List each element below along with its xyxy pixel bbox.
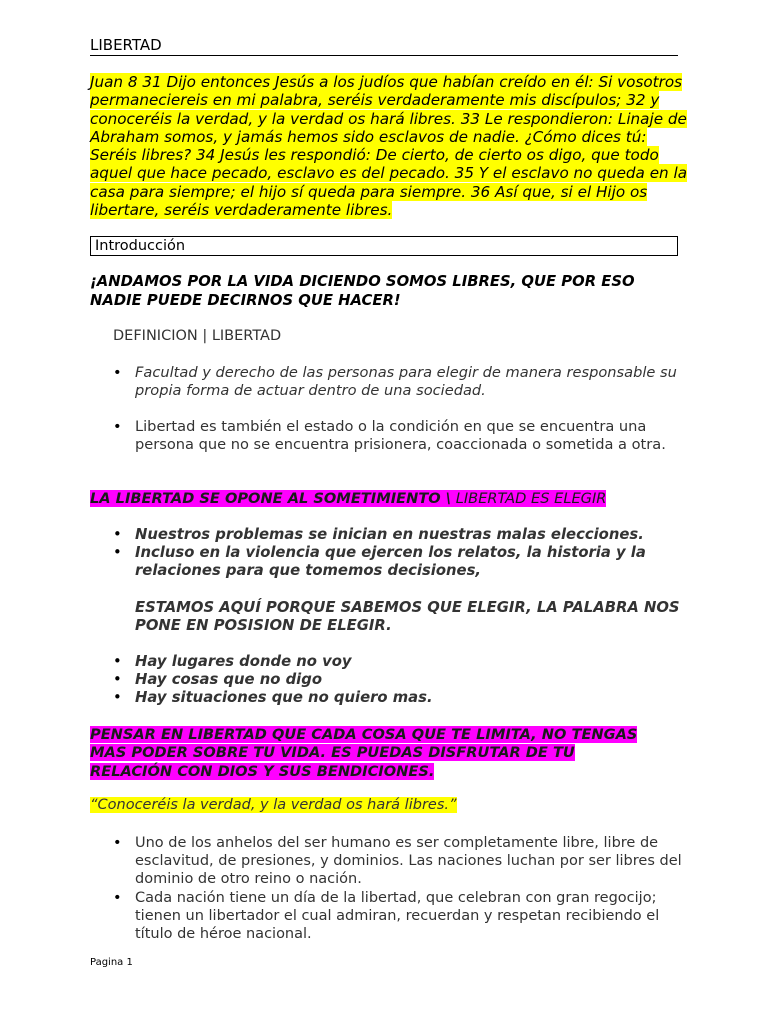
bullet-icon: • [113, 889, 122, 906]
list-item-text: Incluso en la violencia que ejercen los relatos, la historia y la relaciones para que tomemos decisiones, [135, 544, 646, 580]
document-title: LIBERTAD [90, 36, 162, 54]
definition-item [113, 364, 695, 400]
magenta-heading-2-line: PENSAR EN LIBERTAD QUE CADA COSA QUE TE LIMITA, NO TENGAS [90, 726, 638, 743]
list-item-text: Hay cosas que no digo [135, 671, 322, 689]
title-underline [90, 55, 678, 56]
list-item-text: Hay situaciones que no quiero mas. [135, 689, 433, 707]
main-heading: ¡ANDAMOS POR LA VIDA DICIENDO SOMOS LIBRES, QUE POR ESO NADIE PUEDE DECIRNOS QUE HACER! [90, 273, 635, 309]
magenta-heading-1-part-a: LA LIBERTAD SE OPONE AL SOMETIMIENTO \ [90, 490, 452, 507]
magenta-heading-1-part-b: LIBERTAD ES ELEGIR [451, 490, 607, 507]
bullet-icon: • [113, 364, 122, 381]
statement: ESTAMOS AQUÍ PORQUE SABEMOS QUE ELEGIR, LA PALABRA NOS PONE EN POSISION DE ELEGIR. [135, 599, 680, 635]
introduction-box: Introducción [90, 236, 678, 256]
definition-text: Libertad es también el estado o la condición en que se encuentra una persona que no se encuentra prisionera, coaccionada o sometida a otra. [135, 418, 666, 454]
definition-title: DEFINICION | LIBERTAD [113, 328, 282, 344]
verse-text: Juan 8 31 Dijo entonces Jesús a los judíos que habían creído en él: Si vosotros permaneciereis en mi palabra, seréis verdaderamente mis discípulos; 32 y conoceréis la verdad, y la verdad os hará libres. 33 Le respondieron: Linaje de Abraham somos, y jamás hemos sido esclavos de nadie. ¿Cómo dices tú: Seréis libres? 34 Jesús les respondió: De cierto, de cierto os digo, que todo aquel que hace pecado, esclavo es del pecado. 35 Y el esclavo no queda en la casa para siempre; el hijo sí queda para siempre. 36 Así que, si el Hijo os libertare, seréis verdaderamente libres. [90, 73, 688, 220]
magenta-heading-2-line: RELACIÓN CON DIOS Y SUS BENDICIONES. [90, 762, 435, 780]
magenta-heading-1 [90, 490, 606, 508]
bullet-icon: • [113, 835, 122, 851]
magenta-heading-2-line: MAS PODER SOBRE TU VIDA. ES PUEDAS DISFRUTAR DE TU [90, 744, 575, 762]
page-number: Pagina 1 [90, 957, 133, 968]
list-item-text: Nuestros problemas se inician en nuestras malas elecciones. [135, 526, 644, 543]
list-item [113, 653, 695, 671]
quote [90, 797, 457, 813]
bullet-icon: • [113, 526, 122, 543]
bullet-icon: • [113, 418, 122, 435]
choices-list [113, 653, 695, 708]
bullet-icon: • [113, 671, 122, 689]
definition-item [113, 418, 695, 454]
list-item [113, 671, 695, 689]
list-item-text: Uno de los anhelos del ser humano es ser completamente libre, libre de esclavitud, de presiones, y dominios. Las naciones luchan por ser libres del dominio de otro reino o nación. [135, 835, 682, 888]
list-item [113, 689, 695, 707]
list-item [113, 834, 695, 889]
list-item [113, 526, 695, 544]
list-item-text: Hay lugares donde no voy [135, 653, 352, 670]
bullet-icon: • [113, 689, 122, 707]
magenta-heading-2 [90, 726, 637, 781]
list-item [113, 544, 695, 580]
bible-verse [90, 73, 690, 219]
bullet-icon: • [113, 653, 122, 670]
definition-text: Facultad y derecho de las personas para elegir de manera responsable su propia forma de actuar dentro de una sociedad. [135, 364, 677, 400]
list-item [113, 889, 695, 944]
quote-text: “Conoceréis la verdad, y la verdad os hará libres.” [90, 797, 457, 813]
list-item-text: Cada nación tiene un día de la libertad, que celebran con gran regocijo; tienen un libertador el cual admiran, recuerdan y respetan recibiendo el título de héroe nacional. [135, 889, 660, 943]
paragraph-list [113, 834, 695, 943]
bullet-icon: • [113, 544, 122, 562]
problems-list [113, 526, 695, 581]
